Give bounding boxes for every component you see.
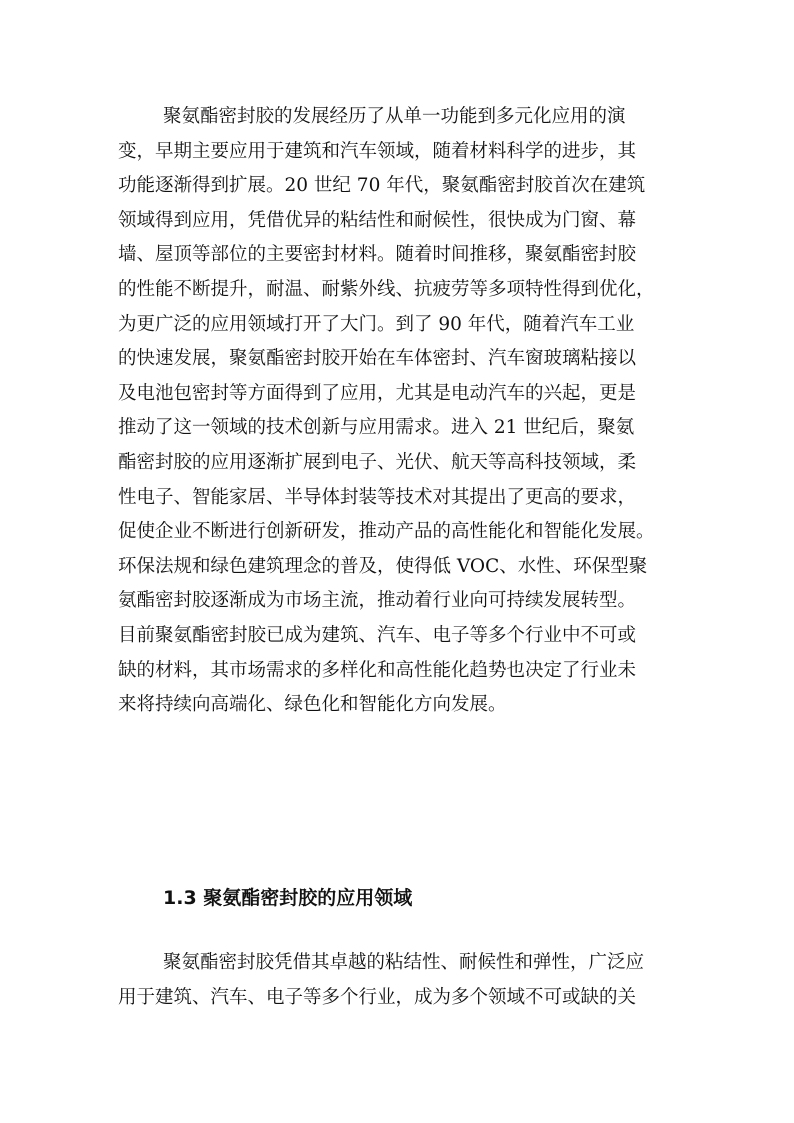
- paragraph-history: [118, 100, 683, 723]
- paragraph-line: 为更广泛的应用领域打开了大门。到了 90 年代，随着汽车工业: [118, 313, 635, 335]
- paragraph-line: 功能逐渐得到扩展。20 世纪 70 年代，聚氨酯密封胶首次在建筑: [118, 175, 646, 197]
- paragraph-line: 目前聚氨酯密封胶已成为建筑、汽车、电子等多个行业中不可或: [118, 624, 637, 646]
- paragraph-applications: [118, 946, 683, 1015]
- paragraph-line: 及电池包密封等方面得到了应用，尤其是电动汽车的兴起，更是: [118, 382, 637, 404]
- paragraph-line: 推动了这一领域的技术创新与应用需求。进入 21 世纪后，聚氨: [118, 417, 635, 439]
- paragraph-line: 酯密封胶的应用逐渐扩展到电子、光伏、航天等高科技领域，柔: [118, 451, 637, 473]
- paragraph-line: 环保法规和绿色建筑理念的普及，使得低 VOC、水性、环保型聚: [118, 555, 648, 577]
- paragraph-line: 性电子、智能家居、半导体封装等技术对其提出了更高的要求，: [118, 486, 637, 508]
- paragraph-line: 聚氨酯密封胶的发展经历了从单一功能到多元化应用的演: [163, 106, 626, 127]
- paragraph-line: 氨酯密封胶逐渐成为市场主流，推动着行业向可持续发展转型。: [118, 590, 637, 612]
- paragraph-line: 变，早期主要应用于建筑和汽车领域，随着材料科学的进步，其: [118, 140, 637, 162]
- paragraph-line: 领域得到应用，凭借优异的粘结性和耐候性，很快成为门窗、幕: [118, 209, 637, 231]
- section-heading: 1.3 聚氨酯密封胶的应用领域: [163, 887, 413, 909]
- paragraph-line: 墙、屋顶等部位的主要密封材料。随着时间推移，聚氨酯密封胶: [118, 244, 637, 266]
- paragraph-line: 促使企业不断进行创新研发，推动产品的高性能化和智能化发展。: [118, 521, 655, 543]
- paragraph-line: 用于建筑、汽车、电子等多个行业，成为多个领域不可或缺的关: [118, 986, 637, 1008]
- paragraph-line: 缺的材料，其市场需求的多样化和高性能化趋势也决定了行业未: [118, 659, 637, 681]
- paragraph-line: 来将持续向高端化、绿色化和智能化方向发展。: [118, 694, 507, 716]
- paragraph-line: 的性能不断提升，耐温、耐紫外线、抗疲劳等多项特性得到优化，: [118, 278, 655, 300]
- paragraph-line: 的快速发展，聚氨酯密封胶开始在车体密封、汽车窗玻璃粘接以: [118, 348, 637, 370]
- paragraph-line: 聚氨酯密封胶凭借其卓越的粘结性、耐候性和弹性，广泛应: [163, 952, 645, 973]
